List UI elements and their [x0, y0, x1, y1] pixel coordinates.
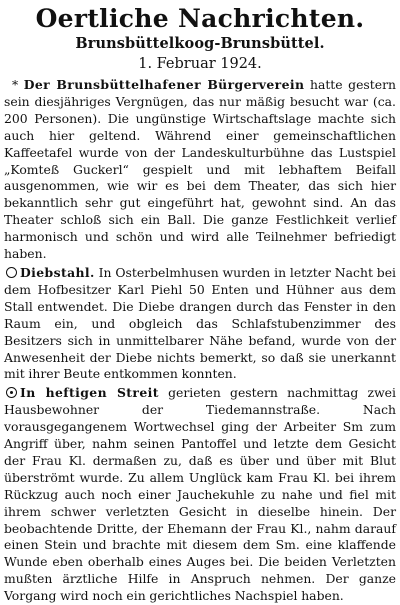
masthead: [4, 4, 396, 73]
dotted-circle-bullet-icon: [6, 387, 17, 398]
article-headline: Der Brunsbüttelhafener Bürgerverein: [23, 77, 305, 92]
article-streit: [4, 385, 396, 605]
article-buergerverein: [4, 77, 396, 263]
asterisk-marker: *: [12, 77, 24, 92]
article-headline: Diebstahl.: [20, 264, 95, 280]
dateline-location: Brunsbüttelkoog-Brunsbüttel.: [75, 35, 325, 52]
circle-bullet-icon: [6, 267, 17, 278]
section-title: Oertliche Nachrichten.: [35, 4, 365, 33]
article-body: gerieten gestern nachmittag zwei Hausbewohner der Tiedemannstraße. Nach vorausgegangenem Wortwechsel ging der Arbeiter Sm zum Angriff über, nahm seinen Pantoffel und letzte dem Gesicht der Frau Kl. dermaßen zu, daß es über und über mit Blut überströmt wurde. Zu allem Unglück kam Frau Kl. bei ihrem Rückzug auch noch einer Jauchekuhle zu nahe und fiel mit ihrem schwer verletzten Gesicht in dieselbe hinein. Der beobachtende Dritte, der Ehemann der Frau Kl., nahm darauf einen Stein und brachte mit diesem dem Sm. eine klaffende Wunde eben oberhalb eines Auges bei. Die beiden Verletzten mußten ärztliche Hilfe in Anspruch nehmen. Der ganze Vorgang wird noch ein gerichtliches Nachspiel haben.: [4, 385, 396, 604]
article-diebstahl: [4, 265, 396, 383]
article-body: In Osterbelmhusen wurden in letzter Nacht bei dem Hofbesitzer Karl Piehl 50 Enten und Hühner aus dem Stall entwendet. Die Diebe drangen durch das Fenster in den Raum ein, und obgleich das Schlafstubenzimmer des Besitzers sich in unmittelbarer Nähe befand, wurde von der Anwesenheit der Diebe nichts bemerkt, so daß sie unerkannt mit ihrer Beute entkommen konnten.: [4, 264, 396, 382]
article-headline: In heftigen Streit: [20, 385, 159, 401]
article-body: hatte gestern sein diesjähriges Vergnügen, das nur mäßig besucht war (ca. 200 Personen). Die ungünstige Wirtschaftslage machte sich auch hier geltend. Während einer gemeinschaftlichen Kaffeetafel wurde von der Landeskulturbühne das Lustspiel „Komteß Guckerl“ gespielt und mit lebhaftem Beifall ausgenommen, wie wir es bei dem Theater, das sich hier bekanntlich sehr gut eingeführt hat, gewohnt sind. An das Theater schloß sich ein Ball. Die ganze Festlichkeit verlief harmonisch und schön und wird alle Teilnehmer befriedigt haben.: [4, 77, 397, 262]
dateline-date: 1. Februar 1924.: [138, 56, 262, 72]
